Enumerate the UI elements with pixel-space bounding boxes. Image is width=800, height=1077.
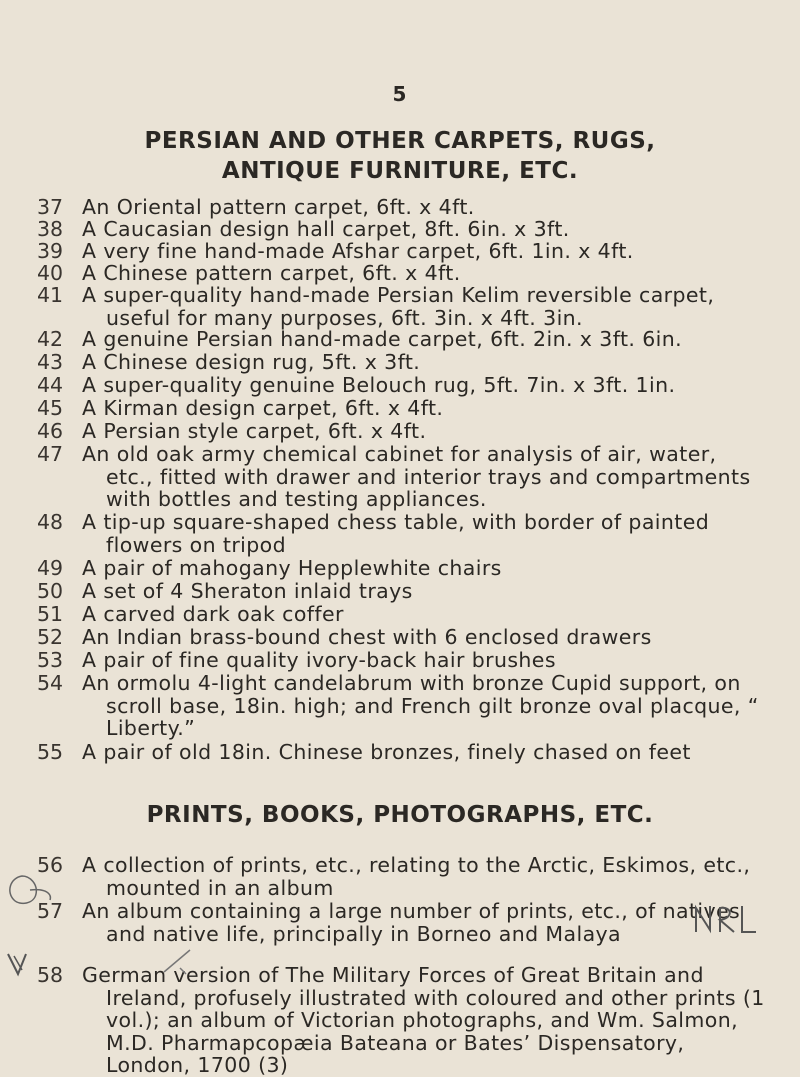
lot-description: A pair of mahogany Hepplewhite chairs bbox=[82, 556, 502, 580]
lot-item bbox=[37, 580, 767, 603]
lot-description: An old oak army chemical cabinet for analysis of air, water, etc., fitted with drawer and interior trays and compartments with bottles and testing appliances. bbox=[82, 442, 751, 511]
page-number: 5 bbox=[392, 82, 408, 106]
lot-number: 52 bbox=[37, 625, 64, 649]
lot-number: 46 bbox=[37, 419, 64, 443]
heading-line: PRINTS, BOOKS, PHOTOGRAPHS, ETC. bbox=[146, 802, 654, 828]
handwritten-annotation bbox=[690, 900, 760, 940]
lot-number: 40 bbox=[37, 261, 64, 285]
lot-number: 57 bbox=[37, 899, 64, 923]
lot-number: 49 bbox=[37, 556, 64, 580]
lot-item bbox=[37, 557, 767, 580]
lot-description: A Chinese pattern carpet, 6ft. x 4ft. bbox=[82, 261, 461, 285]
lot-item bbox=[37, 741, 767, 764]
lot-item bbox=[37, 420, 767, 443]
section-heading-prints bbox=[0, 800, 800, 830]
lot-number: 37 bbox=[37, 195, 64, 219]
lot-number: 50 bbox=[37, 579, 64, 603]
section-heading-furniture bbox=[0, 126, 800, 186]
lot-item bbox=[37, 649, 767, 672]
lot-description: German version of The Military Forces of Great Britain and Ireland, profusely illustrated with coloured and other prints (1 vol.); an album of Victorian photographs, and Wm. Salmon, M.D. Pharmapcopæia Bateana or Bates’ Dispensatory, London, 1700 (3) bbox=[82, 963, 765, 1077]
handwritten-annotation bbox=[0, 870, 60, 990]
lot-description: An Indian brass-bound chest with 6 enclosed drawers bbox=[82, 625, 652, 649]
lot-number: 55 bbox=[37, 740, 64, 764]
lot-number: 51 bbox=[37, 602, 64, 626]
lot-item bbox=[37, 262, 767, 285]
lot-item bbox=[37, 196, 767, 219]
lot-description: An Oriental pattern carpet, 6ft. x 4ft. bbox=[82, 195, 475, 219]
lot-description: A pair of fine quality ivory-back hair brushes bbox=[82, 648, 556, 672]
lot-number: 38 bbox=[37, 217, 64, 241]
lot-item bbox=[37, 626, 767, 649]
lot-number: 58 bbox=[37, 963, 64, 987]
lot-description: A set of 4 Sheraton inlaid trays bbox=[82, 579, 413, 603]
heading-line: ANTIQUE FURNITURE, ETC. bbox=[221, 158, 579, 184]
lot-item bbox=[37, 672, 767, 740]
lot-description: A Persian style carpet, 6ft. x 4ft. bbox=[82, 419, 427, 443]
lot-item bbox=[37, 854, 767, 899]
lot-number: 47 bbox=[37, 442, 64, 466]
lot-description: A super-quality genuine Belouch rug, 5ft. 7in. x 3ft. 1in. bbox=[82, 373, 676, 397]
lot-description: A Kirman design carpet, 6ft. x 4ft. bbox=[82, 396, 444, 420]
lot-description: A very fine hand-made Afshar carpet, 6ft. 1in. x 4ft. bbox=[82, 239, 634, 263]
lot-description: A collection of prints, etc., relating to the Arctic, Eskimos, etc., mounted in an album bbox=[82, 853, 751, 900]
lot-item bbox=[37, 603, 767, 626]
lot-description: A tip-up square-shaped chess table, with border of painted flowers on tripod bbox=[82, 510, 710, 557]
lot-number: 42 bbox=[37, 327, 64, 351]
lot-item bbox=[37, 240, 767, 263]
heading-line: PERSIAN AND OTHER CARPETS, RUGS, bbox=[144, 128, 656, 154]
lot-item bbox=[37, 374, 767, 397]
lot-number: 48 bbox=[37, 510, 64, 534]
lot-item bbox=[37, 328, 767, 351]
lot-description: A carved dark oak coffer bbox=[82, 602, 344, 626]
lot-number: 53 bbox=[37, 648, 64, 672]
lot-item bbox=[37, 284, 767, 329]
lot-item bbox=[37, 900, 767, 945]
lot-number: 54 bbox=[37, 671, 64, 695]
lot-item bbox=[37, 511, 767, 556]
lot-number: 44 bbox=[37, 373, 64, 397]
lot-number: 45 bbox=[37, 396, 64, 420]
lot-item bbox=[37, 443, 767, 511]
lot-item bbox=[37, 218, 767, 241]
lot-item bbox=[37, 397, 767, 420]
lot-item bbox=[37, 964, 767, 1077]
lot-description: A pair of old 18in. Chinese bronzes, finely chased on feet bbox=[82, 740, 691, 764]
lot-item bbox=[37, 351, 767, 374]
lot-description: A super-quality hand-made Persian Kelim reversible carpet, useful for many purposes, 6ft. 3in. x 4ft. 3in. bbox=[82, 283, 715, 330]
lot-description: An album containing a large number of prints, etc., of natives and native life, principally in Borneo and Malaya bbox=[82, 899, 741, 946]
handwritten-annotation bbox=[160, 946, 200, 976]
lot-description: A genuine Persian hand-made carpet, 6ft. 2in. x 3ft. 6in. bbox=[82, 327, 683, 351]
lot-number: 43 bbox=[37, 350, 64, 374]
lot-description: A Caucasian design hall carpet, 8ft. 6in. x 3ft. bbox=[82, 217, 570, 241]
lot-description: A Chinese design rug, 5ft. x 3ft. bbox=[82, 350, 421, 374]
lot-description: An ormolu 4-light candelabrum with bronze Cupid support, on scroll base, 18in. high; and French gilt bronze oval placque, “ Liberty.” bbox=[82, 671, 759, 740]
lot-number: 56 bbox=[37, 853, 64, 877]
lot-number: 39 bbox=[37, 239, 64, 263]
lot-number: 41 bbox=[37, 283, 64, 307]
